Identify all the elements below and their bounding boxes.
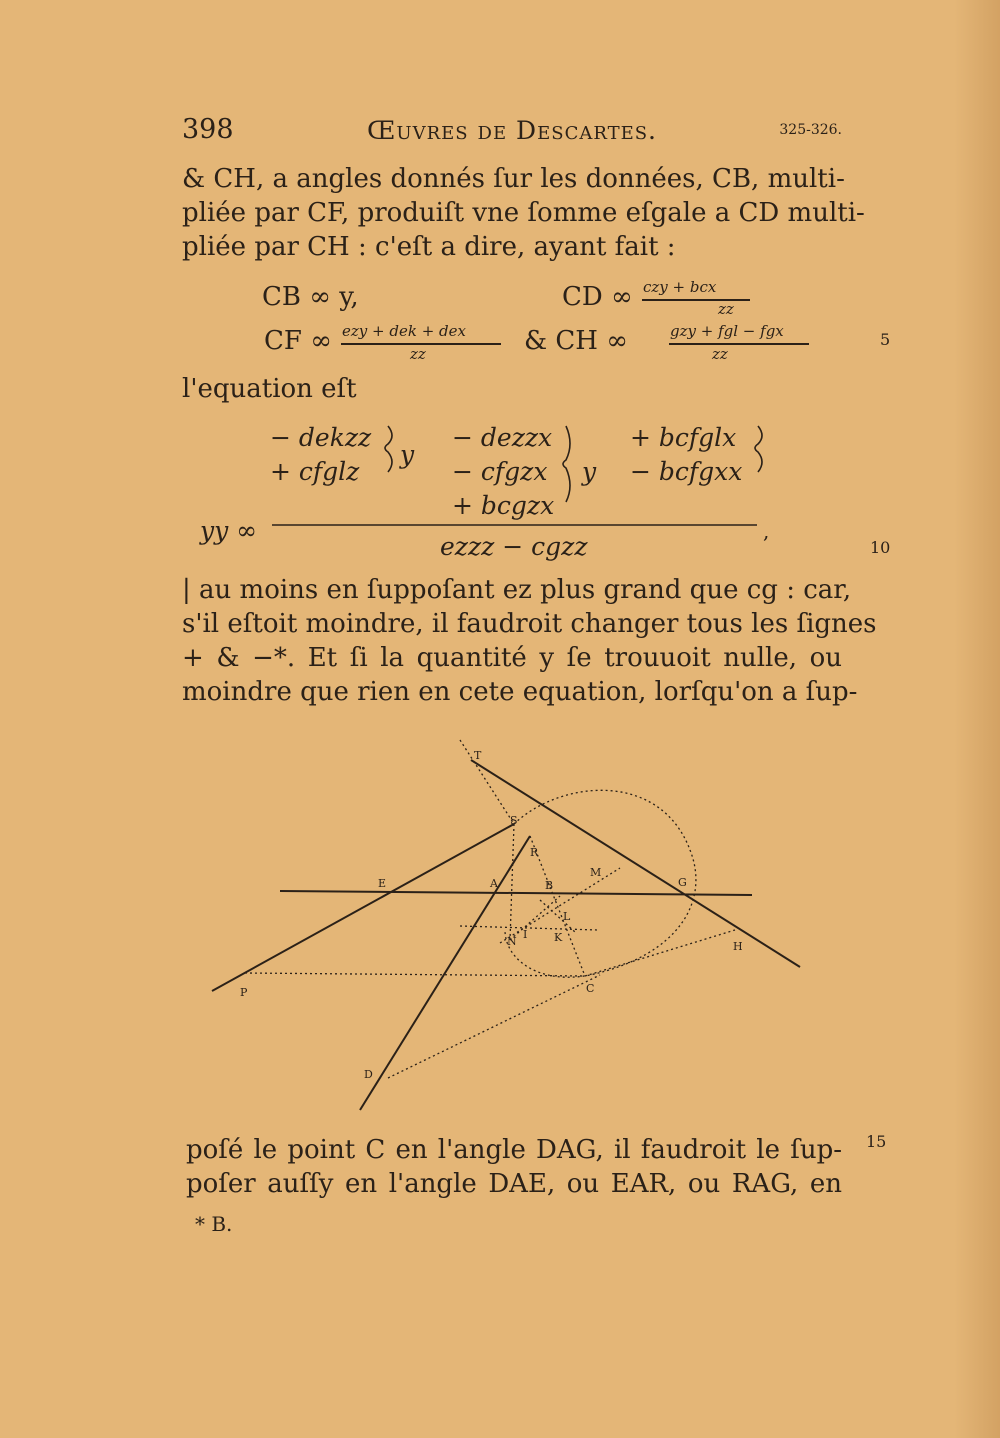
label-r: R — [530, 846, 539, 859]
eq-denominator: ezzz − cgzz — [440, 532, 588, 561]
text-line: poſé le point C en l'angle DAG, il faudroit le ſup- — [186, 1135, 842, 1165]
def-cb: CB ∞ y, — [262, 282, 359, 312]
equation-intro: l'equation eſt — [182, 374, 357, 404]
dotted-nb — [510, 896, 560, 940]
def-ch-label: & CH ∞ — [524, 326, 628, 356]
label-g: G — [678, 876, 687, 889]
eq-col2-row2: − cfgzx — [452, 457, 548, 486]
def-cd-denominator: zz — [718, 300, 734, 318]
def-cf-numerator: ezy + dek + dex — [342, 322, 466, 340]
label-e: E — [378, 877, 387, 890]
text-line: pliée par CF, produiſt vne ſomme eſgale a CD multi- — [182, 198, 865, 228]
def-ch-denominator: zz — [712, 345, 728, 363]
label-m: M — [590, 866, 602, 879]
label-h: H — [733, 940, 743, 953]
line-ps — [212, 824, 514, 991]
def-cf-label: CF ∞ — [264, 326, 332, 356]
label-n: N — [507, 935, 517, 948]
paragraph-3 — [186, 1133, 842, 1201]
label-c: C — [586, 982, 595, 995]
dotted-ch — [585, 930, 735, 976]
dotted-sn — [510, 824, 514, 940]
label-t: T — [474, 749, 482, 762]
label-p: P — [240, 986, 248, 999]
running-title: Œuvres de Descartes. — [366, 116, 658, 145]
text-line: poſer auſſy en l'angle DAE, ou EAR, ou RAG, en — [186, 1169, 842, 1199]
eq-col2-row3: + bcgzx — [452, 491, 555, 520]
label-d: D — [364, 1068, 373, 1081]
label-i: I — [523, 928, 528, 941]
eq-lhs: yy ∞ — [200, 516, 258, 545]
label-k: K — [554, 931, 563, 944]
label-l: L — [563, 910, 571, 923]
text-line: moindre que rien en cete equation, lorſqu'on a ſup- — [182, 677, 858, 707]
eq-y1: y — [400, 440, 415, 469]
eq-col3-row2: − bcfgxx — [630, 457, 743, 486]
text-line: | au moins en ſuppoſant ez plus grand que cg : car, — [182, 575, 852, 605]
def-cf-denominator: zz — [410, 345, 426, 363]
eq-col1-row2: + cfglz — [270, 457, 360, 486]
page-number: 398 — [182, 114, 234, 145]
line-number-10: 10 — [870, 538, 891, 557]
label-s: S — [510, 814, 518, 827]
text-line: pliée par CH : c'eſt a dire, ayant fait : — [182, 232, 676, 262]
line-number-5: 5 — [880, 330, 891, 349]
line-number-15: 15 — [866, 1132, 887, 1151]
text-line: + & −*. Et ſi la quantité y ſe trouuoit nulle, ou — [182, 643, 842, 673]
footnote: * B. — [195, 1212, 233, 1236]
label-b: B — [545, 879, 554, 892]
label-a: A — [490, 877, 498, 890]
def-ch-numerator: gzy + fgl − fgx — [670, 322, 784, 340]
dotted-dc — [388, 975, 600, 1078]
line-th — [471, 760, 800, 967]
eq-col3-row1: + bcfglx — [630, 423, 737, 452]
text-line: & CH, a angles donnés ſur les données, CB, multi- — [182, 164, 845, 194]
dotted-pc — [245, 973, 585, 976]
def-cd-label: CD ∞ — [562, 282, 633, 312]
eq-col1-row1: − dekzz — [270, 423, 372, 452]
dotted-horizontal — [460, 926, 598, 930]
book-page: 398 Œuvres de Descartes. 325-326. & CH, a angles donnés ſur les données, CB, multi- pliée par CF, produiſt vne ſomme eſgale a CD multi- pliée par CH : c'eſt a dire, ayant fait : CB ∞ y, CD ∞ czy + bcx zz CF ∞ ezy + dek + dex zz & CH ∞ gzy + fgl − fgx zz 5 l'equation eſt − dekzz + cfglz y − dezzx − cfgzx + bcgzx y + bcfglx − bcfgxx yy ∞ ezzz − cgzz , 10 | au moins en ſuppoſant ez plus grand que cg : car, s'il eſtoit moindre, il faudroit changer tous les ſignes + & −*. Et ſi la quantité y ſe trouuoit nulle, ou moindre que rien en cete equation, lorſqu'on a ſup- T S R E A B M G L N I K H P C D poſé le point C en l'angle DAG, il faudroit le ſup- poſer auſſy en l'angle DAE, ou EAR, ou RAG, en 15 * B. — [0, 0, 1000, 1438]
eq-y2: y — [582, 457, 597, 486]
text-line: s'il eſtoit moindre, il faudroit changer tous les ſignes — [182, 609, 877, 639]
eq-col2-row1: − dezzx — [452, 423, 553, 452]
page-reference: 325-326. — [779, 122, 842, 138]
def-cd-numerator: czy + bcx — [643, 278, 717, 296]
